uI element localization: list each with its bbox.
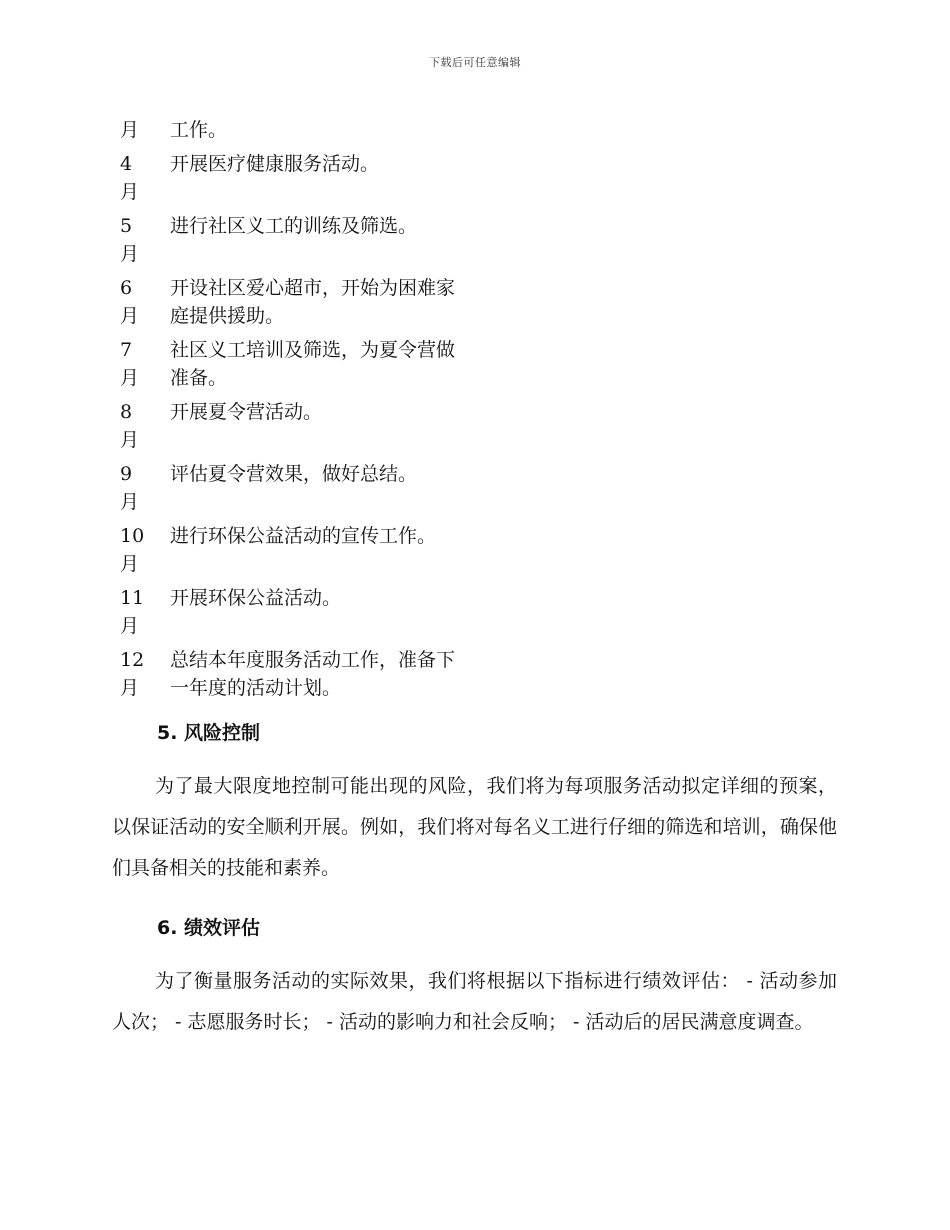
schedule-desc: 评估夏令营效果，做好总结。 bbox=[170, 463, 418, 485]
schedule-desc: 工作。 bbox=[170, 119, 228, 141]
schedule-month: 6 月 bbox=[120, 277, 140, 327]
schedule-desc: 开展医疗健康服务活动。 bbox=[170, 153, 380, 175]
schedule-desc: 开设社区爱心超市，开始为困难家庭提供援助。 bbox=[170, 277, 456, 327]
schedule-row bbox=[120, 336, 480, 392]
schedule-month: 10 月 bbox=[120, 525, 145, 575]
schedule-desc: 进行社区义工的训练及筛选。 bbox=[170, 215, 418, 237]
schedule-month: 12 月 bbox=[120, 649, 145, 699]
schedule-row bbox=[120, 522, 480, 578]
schedule-row bbox=[120, 398, 480, 454]
section-heading-risk-control: 5. 风险控制 bbox=[157, 722, 261, 744]
schedule-month: 7 月 bbox=[120, 339, 140, 389]
schedule-row bbox=[120, 646, 480, 702]
schedule-month: 8 月 bbox=[120, 401, 140, 451]
schedule-row bbox=[120, 150, 480, 206]
schedule-table bbox=[120, 116, 480, 708]
paragraph-risk-control: 为了最大限度地控制可能出现的风险，我们将为每项服务活动拟定详细的预案，以保证活动的安全顺利开展。例如，我们将对每名义工进行仔细的筛选和培训，确保他们具备相关的技能和素养。 bbox=[112, 775, 837, 879]
section-heading-performance-evaluation: 6. 绩效评估 bbox=[157, 917, 261, 939]
schedule-month: 月 bbox=[120, 119, 140, 141]
schedule-row bbox=[120, 212, 480, 268]
schedule-row bbox=[120, 584, 480, 640]
schedule-desc: 开展环保公益活动。 bbox=[170, 587, 342, 609]
schedule-month: 9 月 bbox=[120, 463, 140, 513]
schedule-row bbox=[120, 460, 480, 516]
schedule-month: 4 月 bbox=[120, 153, 140, 203]
schedule-month: 5 月 bbox=[120, 215, 140, 265]
paragraph-performance-evaluation: 为了衡量服务活动的实际效果，我们将根据以下指标进行绩效评估： - 活动参加人次； - 志愿服务时长； - 活动的影响力和社会反响； - 活动后的居民满意度调查。 bbox=[112, 970, 837, 1033]
schedule-row bbox=[120, 116, 480, 144]
schedule-row bbox=[120, 274, 480, 330]
page-header: 下载后可任意编辑 bbox=[429, 56, 521, 69]
schedule-month: 11 月 bbox=[120, 587, 145, 637]
schedule-desc: 总结本年度服务活动工作，准备下一年度的活动计划。 bbox=[170, 649, 456, 699]
schedule-desc: 进行环保公益活动的宣传工作。 bbox=[170, 525, 437, 547]
schedule-desc: 开展夏令营活动。 bbox=[170, 401, 323, 423]
schedule-desc: 社区义工培训及筛选，为夏令营做准备。 bbox=[170, 339, 456, 389]
